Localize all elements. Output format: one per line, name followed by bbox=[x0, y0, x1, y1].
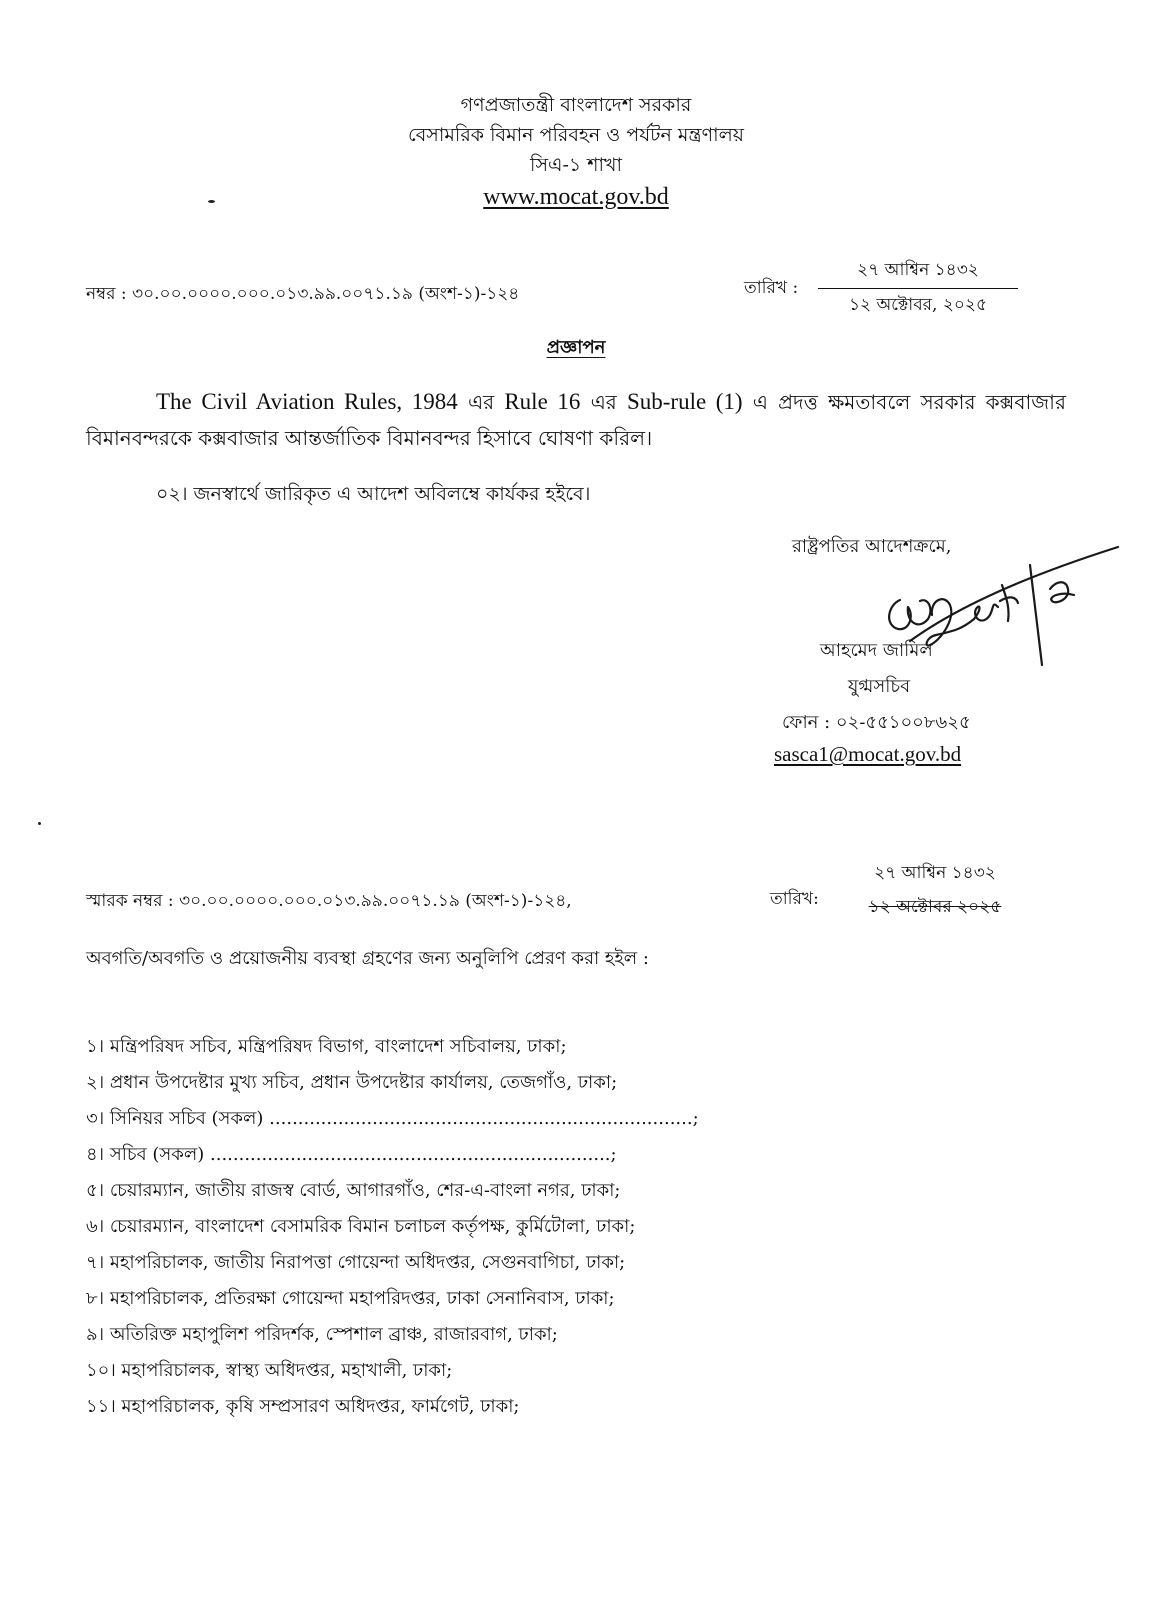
memo-number: নম্বর : ৩০.০০.০০০০.০০০.০১৩.৯৯.০০৭১.১৯ (অংশ-১)-১২৪ bbox=[86, 284, 520, 304]
sub-rule-number: Sub-rule (1) bbox=[626, 389, 743, 414]
list-item: ৮। মহাপরিচালক, প্রতিরক্ষা গোয়েন্দা মহাপরিদপ্তর, ঢাকা সেনানিবাস, ঢাকা; bbox=[86, 1288, 615, 1309]
branch-title: সিএ-১ শাখা bbox=[530, 154, 622, 176]
list-item: ১১। মহাপরিচালক, কৃষি সম্প্রসারণ অধিদপ্তর, ফার্মগেট, ঢাকা; bbox=[86, 1396, 520, 1417]
order-line: রাষ্ট্রপতির আদেশক্রমে, bbox=[792, 536, 952, 557]
body-connector-1: এর bbox=[457, 390, 505, 414]
memo-date-bangla: ২৭ আশ্বিন ১৪৩২ bbox=[857, 260, 979, 280]
list-item: ৪। সচিব (সকল) ......................................................................; bbox=[86, 1144, 617, 1165]
memo-date bbox=[818, 257, 1018, 320]
website-link[interactable]: www.mocat.gov.bd bbox=[483, 184, 669, 210]
signatory-email[interactable]: sasca1@mocat.gov.bd bbox=[774, 742, 962, 766]
copy-date-label: তারিখ: bbox=[770, 889, 819, 909]
date-divider bbox=[818, 288, 1018, 289]
scan-speck bbox=[38, 822, 41, 825]
copy-date bbox=[840, 860, 1030, 922]
ministry-title: বেসামরিক বিমান পরিবহন ও পর্যটন মন্ত্রণালয় bbox=[408, 124, 744, 146]
list-item: ১। মন্ত্রিপরিষদ সচিব, মন্ত্রিপরিষদ বিভাগ, বাংলাদেশ সচিবালয়, ঢাকা; bbox=[86, 1036, 567, 1057]
scan-speck bbox=[208, 200, 215, 203]
rule-number: Rule 16 bbox=[504, 389, 581, 414]
copy-date-bangla: ২৭ আশ্বিন ১৪৩২ bbox=[874, 863, 996, 883]
signatory-designation: যুগ্মসচিব bbox=[848, 676, 911, 697]
list-item: ৩। সিনিয়র সচিব (সকল) ..........................................................................; bbox=[86, 1108, 699, 1129]
copy-memo-number: স্মারক নম্বর : ৩০.০০.০০০০.০০০.০১৩.৯৯.০০৭১.১৯ (অংশ-১)-১২৪, bbox=[86, 891, 572, 911]
body-declaration: এ প্রদত্ত ক্ষমতাবলে সরকার কক্সবাজার বিমানবন্দরকে কক্সবাজার আন্তর্জাতিক বিমানবন্দর হিসাবে ঘোষণা করিল। bbox=[86, 390, 1066, 450]
notification-title: প্রজ্ঞাপন bbox=[546, 337, 606, 358]
list-item: ৬। চেয়ারম্যান, বাংলাদেশ বেসামরিক বিমান চলাচল কর্তৃপক্ষ, কুর্মিটোলা, ঢাকা; bbox=[86, 1216, 636, 1237]
government-title: গণপ্রজাতন্ত্রী বাংলাদেশ সরকার bbox=[460, 94, 692, 116]
signatory-phone: ফোন : ০২-৫৫১০০৮৬২৫ bbox=[782, 712, 971, 733]
list-item: ৯। অতিরিক্ত মহাপুলিশ পরিদর্শক, স্পেশাল ব্রাঞ্চ, রাজারবাগ, ঢাকা; bbox=[86, 1324, 558, 1345]
memo-date-gregorian: ১২ অক্টোবর, ২০২৫ bbox=[848, 295, 988, 315]
body-connector-2: এর bbox=[580, 390, 627, 414]
header-block bbox=[0, 90, 1152, 180]
signatory-name: আহমেদ জামিল bbox=[820, 640, 933, 661]
list-item: ৭। মহাপরিচালক, জাতীয় নিরাপত্তা গোয়েন্দা অধিদপ্তর, সেগুনবাগিচা, ঢাকা; bbox=[86, 1252, 626, 1273]
copy-date-gregorian: ১২ অক্টোবর ২০২৫ bbox=[868, 897, 1002, 917]
rules-name: The Civil Aviation Rules, 1984 bbox=[156, 389, 458, 414]
list-item: ৫। চেয়ারম্যান, জাতীয় রাজস্ব বোর্ড, আগারগাঁও, শের-এ-বাংলা নগর, ঢাকা; bbox=[86, 1180, 621, 1201]
list-item: ২। প্রধান উপদেষ্টার মুখ্য সচিব, প্রধান উপদেষ্টার কার্যালয়, তেজগাঁও, ঢাকা; bbox=[86, 1072, 618, 1093]
copy-intro: অবগতি/অবগতি ও প্রয়োজনীয় ব্যবস্থা গ্রহণের জন্য অনুলিপি প্রেরণ করা হইল : bbox=[86, 948, 649, 969]
notification-body bbox=[86, 384, 1066, 456]
memo-date-label: তারিখ : bbox=[744, 278, 799, 298]
recipient-list bbox=[86, 1029, 699, 1425]
list-item: ১০। মহাপরিচালক, স্বাস্থ্য অধিদপ্তর, মহাখালী, ঢাকা; bbox=[86, 1360, 453, 1381]
effective-clause: ০২। জনস্বার্থে জারিকৃত এ আদেশ অবিলম্বে কার্যকর হইবে। bbox=[156, 483, 591, 505]
